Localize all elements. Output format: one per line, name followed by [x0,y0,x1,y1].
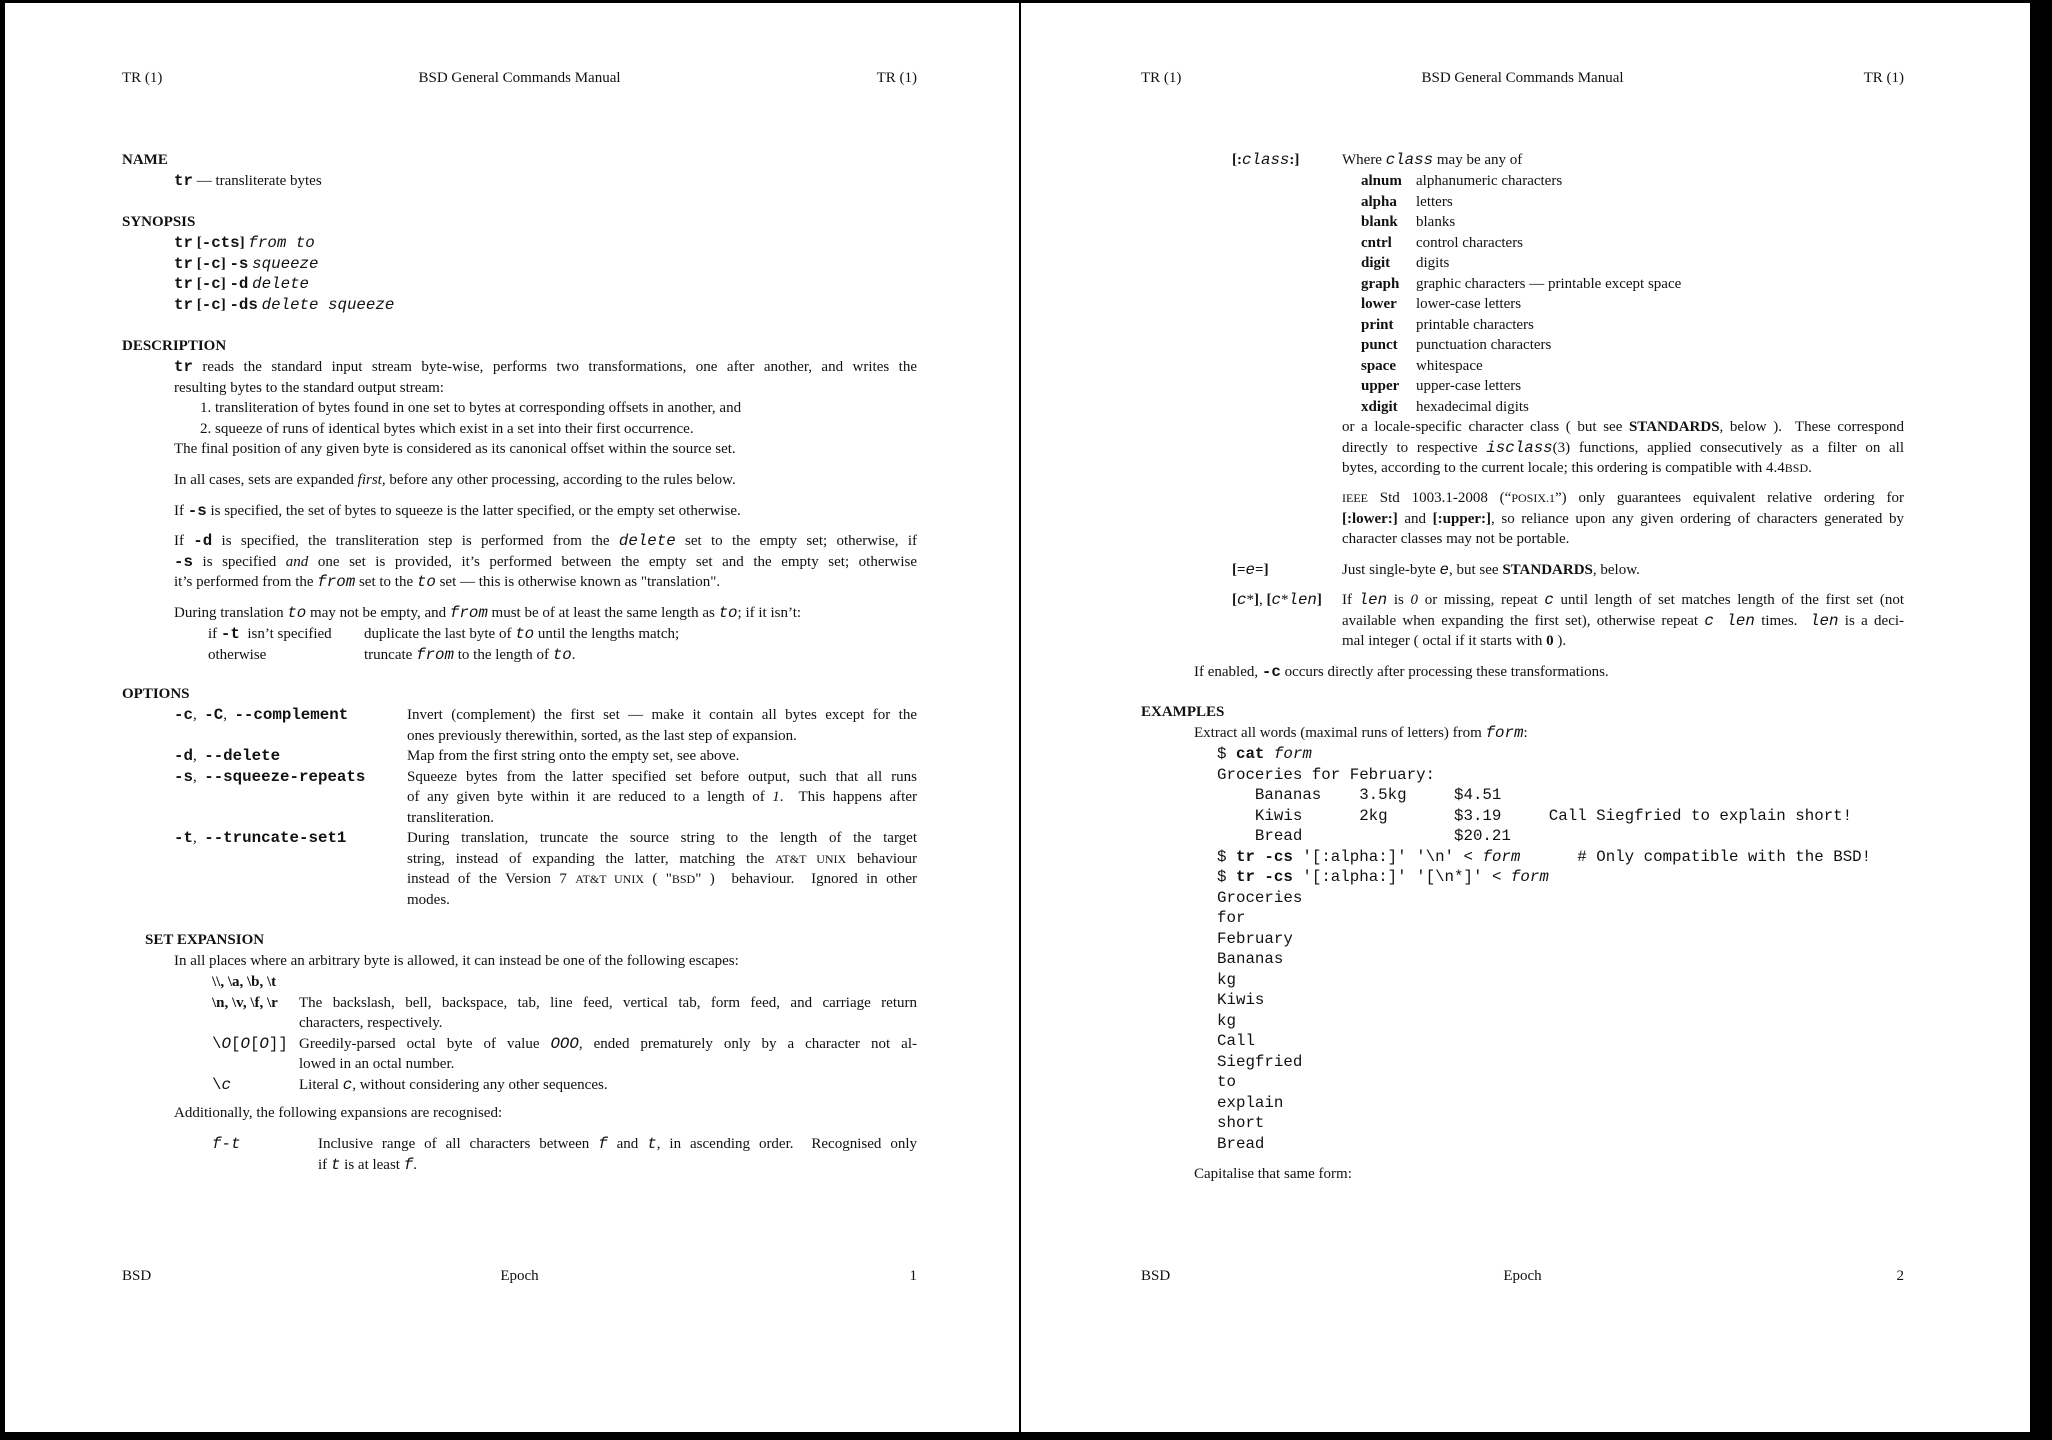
class-name: xdigit [1361,398,1398,415]
case-condition: otherwise [208,646,267,663]
class-meaning: upper-case letters [1416,378,1522,394]
class-name: space [1361,357,1396,374]
manual-page-1 [5,3,1019,1432]
description-paragraph [174,439,917,460]
code-line: $ tr -cs '[:alpha:]' '[\n*]' < form [1217,868,1549,886]
class-name: cntrl [1361,234,1392,251]
manual-page-2 [1021,3,2030,1432]
text-line: Additionally, the following expansions are recognised: [174,1105,503,1121]
code-line: Bread $20.21 [1217,827,1511,845]
class-escape-row [1232,150,1904,171]
class-name: digit [1361,255,1391,271]
subsection-heading-set-expansion: SET EXPANSION [145,932,265,948]
text-line: Squeeze bytes from the latter specified set before output, such that all runs [407,768,917,785]
class-name: alpha [1361,193,1397,210]
description-paragraph [174,531,917,593]
case-action: truncate from to the length of to. [364,645,576,664]
text-line: Invert (complement) the first set — make it contain all bytes except for the [407,707,917,723]
option-description [407,705,917,746]
header-left: TR (1) [122,70,163,86]
footer-os: BSD [1141,1268,1171,1284]
code-line: $ cat form [1217,745,1312,763]
text-line: Literal c, without considering any other sequences. [299,1075,608,1094]
repeat-row [1232,590,1904,652]
text-line: If len is 0 or missing, repeat c until length of set matches length of the first set (not [1342,591,1904,609]
class-row [1361,376,1904,397]
class-name: lower [1361,296,1397,312]
escape-tag: \\, \a, \b, \t [212,974,277,990]
description-paragraph [174,470,917,491]
text-line: In all places where an arbitrary byte is allowed, it can instead be one of the following escapes: [174,953,739,969]
class-row [1361,356,1904,377]
section-heading-name: NAME [122,152,168,168]
text-line: In all cases, sets are expanded first, before any other processing, according to the rules below. [174,472,736,488]
footer-page-number: 2 [1896,1268,1904,1284]
class-row [1361,171,1904,192]
case-condition: if -t isn’t specified [208,625,332,643]
class-name: print [1361,316,1394,333]
list-item: 2. squeeze of runs of identical bytes which exist in a set into their first occurrence. [200,420,694,437]
list-item: 1. transliteration of bytes found in one set to bytes at corresponding offsets in another, and [200,400,742,416]
class-row [1361,274,1904,295]
text-line: lowed in an octal number. [299,1056,455,1072]
text-line: tr — transliterate bytes [174,172,322,190]
class-name: alnum [1361,173,1402,189]
equivalence-row [1232,560,1904,581]
class-name: graph [1361,275,1400,292]
text-line: Just single-byte e, but see STANDARDS, below. [1342,561,1640,579]
escape-row [212,993,917,1034]
code-line: Kiwis 2kg $3.19 Call Siegfried to explain short! [1217,806,1853,825]
class-meaning: blanks [1416,214,1456,230]
range-row [212,1134,917,1175]
code-line: short [1217,1114,1265,1132]
text-line: Inclusive range of all characters between f and t, in ascending order. Recognised only [318,1135,917,1153]
class-row [1361,315,1904,336]
text-line: character classes may not be portable. [1342,531,1570,547]
section-heading-options: OPTIONS [122,686,190,702]
class-row [1361,253,1904,274]
text-line: If enabled, -c occurs directly after processing these transformations. [1194,663,1609,681]
escape-row [212,1075,917,1096]
class-meaning: lower-case letters [1416,296,1522,312]
text-line: instead of the Version 7 AT&T UNIX ( "BSD" ) behaviour. Ignored in other [407,871,917,887]
class-meaning: punctuation characters [1416,337,1552,353]
option-tag: -t, --truncate-set1 [174,829,347,847]
text-line: available when expanding the first set), otherwise repeat c len times. len is a deci- [1342,611,1905,630]
text-line: During translation to may not be empty, and from must be of at least the same length as to; if it isn’t: [174,604,802,622]
class-name: punct [1361,337,1398,353]
text-line: If -d is specified, the transliteration step is performed from the delete set to the empty set; otherwise, if [174,532,917,550]
code-line: explain [1217,1093,1284,1112]
header-left: TR (1) [1141,70,1182,86]
text-line: ones previously therewithin, sorted, as the last step of expansion. [407,727,797,744]
header-right: TR (1) [876,70,917,86]
option-row [174,767,917,829]
page-footer [122,1266,917,1287]
class-row [1361,397,1904,418]
text-line: characters, respectively. [299,1015,443,1031]
footer-os: BSD [122,1268,152,1284]
option-description [407,767,917,829]
text-line: string, instead of expanding the latter, matching the AT&T UNIX behaviour [407,850,917,867]
range-description [318,1134,917,1175]
escape-description [299,1034,917,1075]
description-paragraph [174,603,917,624]
name-body [174,171,917,192]
text-line: Capitalise that same form: [1194,1166,1352,1182]
option-tag: -d, --delete [174,747,281,765]
set-expansion-intro [174,951,917,972]
class-meaning: whitespace [1416,357,1483,374]
section-heading-description: DESCRIPTION [122,338,227,354]
text-line: If -s is specified, the set of bytes to squeeze is the latter specified, or the empty set otherwise. [174,502,741,520]
footer-date: Epoch [500,1268,539,1284]
code-line: Siegfried [1217,1052,1303,1071]
code-line: Groceries [1217,888,1303,907]
text-line: Map from the first string onto the empty set, see above. [407,748,740,764]
case-action: duplicate the last byte of to until the lengths match; [364,625,680,643]
synopsis-line: tr [-cts] from to [174,234,315,252]
class-row [1361,335,1904,356]
class-continuation-paragraph [1342,417,1904,479]
numbered-list [200,398,917,439]
repeat-description [1342,590,1904,652]
class-meaning: letters [1416,193,1453,210]
text-line: The backslash, bell, backspace, tab, line feed, vertical tab, form feed, and carriage return [299,994,917,1011]
code-line: Bananas 3.5kg $4.51 [1217,786,1502,804]
text-line: tr reads the standard input stream byte-wise, performs two transformations, one after another, and writes the [174,358,917,376]
text-line: if t is at least f. [318,1155,417,1174]
escape-tag: \c [212,1075,231,1094]
repeat-tag: [c*], [c*len] [1232,591,1322,609]
text-line: mal integer ( octal if it starts with 0 ). [1342,633,1567,649]
escape-tag: \n, \v, \f, \r [212,994,278,1011]
class-name: blank [1361,214,1398,230]
code-line: to [1217,1073,1236,1091]
option-tag: -s, --squeeze-repeats [174,767,366,786]
table-row [208,645,917,666]
class-row [1361,212,1904,233]
escape-description [299,993,917,1034]
code-line: Bananas [1217,950,1284,968]
code-line: Kiwis [1217,991,1265,1009]
class-meaning: graphic characters — printable except space [1416,275,1682,292]
option-description [407,746,917,767]
section-heading-examples: EXAMPLES [1141,704,1225,720]
synopsis-line: tr [-c] -s squeeze [174,254,319,273]
code-line: $ tr -cs '[:alpha:]' '\n' < form # Only compatible with the BSD! [1217,847,1872,866]
code-line: Groceries for February: [1217,765,1436,784]
synopsis-line: tr [-c] -ds delete squeeze [174,295,395,314]
options-list [174,705,917,910]
page-header [1141,68,1904,89]
option-tag: -c, -C, --complement [174,706,349,724]
escape-description [299,1075,917,1096]
code-line: Bread [1217,1134,1265,1153]
page-header [122,68,917,89]
code-line: kg [1217,1011,1236,1030]
text-line: Extract all words (maximal runs of letters) from form: [1194,724,1528,742]
header-center: BSD General Commands Manual [1421,70,1624,86]
text-line: The final position of any given byte is considered as its canonical offset within the source set. [174,441,736,457]
text-line: modes. [407,891,450,908]
text-line: transliteration. [407,809,495,826]
option-row [174,746,917,767]
equivalence-tag: [=e=] [1232,561,1269,579]
if-enabled-paragraph [1194,662,1904,683]
capitalise-paragraph [1194,1164,1904,1185]
class-row [1361,294,1904,315]
page-footer [1141,1266,1904,1287]
footer-date: Epoch [1503,1268,1542,1284]
text-line: During translation, truncate the source string to the length of the target [407,830,917,846]
class-meaning: alphanumeric characters [1416,173,1563,189]
class-tag: [:class:] [1232,151,1300,169]
header-right: TR (1) [1863,70,1904,86]
class-meaning: control characters [1416,234,1524,251]
text-line: Where class may be any of [1342,151,1523,169]
class-description [1342,150,1904,171]
text-line: resulting bytes to the standard output stream: [174,379,444,396]
text-line: [:lower:] and [:upper:], so reliance upon any given ordering of characters generated by [1342,510,1904,527]
text-line: it’s performed from the from set to the to set — this is otherwise known as "translation". [174,573,721,591]
table-row [208,624,917,645]
escape-list [212,972,917,1095]
example-code-block [1217,744,1904,1154]
examples-intro [1194,723,1904,744]
code-line: February [1217,929,1293,948]
posix-paragraph [1342,488,1904,550]
synopsis-line: tr [-c] -d delete [174,275,310,293]
description-paragraph [174,501,917,522]
option-description [407,828,917,910]
text-line: directly to respective isclass(3) functions, applied consecutively as a filter on all [1342,438,1905,457]
class-meaning: hexadecimal digits [1416,398,1529,415]
class-row [1361,233,1904,254]
text-line: of any given byte within it are reduced to a length of 1. This happens after [407,789,917,805]
header-center: BSD General Commands Manual [418,70,621,86]
class-name: upper [1361,378,1400,394]
text-line: -s is specified and one set is provided, it’s performed between the empty set and the empty set; otherwise [174,552,917,571]
escape-row [212,972,917,993]
escape-tag: \O[O[O]] [212,1034,288,1053]
option-row [174,705,917,746]
range-expansion-list [212,1134,917,1175]
code-line: kg [1217,970,1236,989]
additionally-paragraph [174,1103,917,1124]
text-line: or a locale-specific character class ( but see STANDARDS, below ). These correspond [1342,419,1904,435]
escape-row [212,1034,917,1075]
translation-cases-table [208,624,917,665]
text-line: bytes, according to the current locale; this ordering is compatible with 4.4BSD. [1342,460,1812,476]
equivalence-description [1342,560,1904,581]
class-table [1361,171,1904,417]
footer-page-number: 1 [909,1268,917,1284]
text-line: Greedily-parsed octal byte of value OOO, ended prematurely only by a character not al- [299,1034,917,1053]
class-meaning: printable characters [1416,316,1534,333]
description-paragraph [174,357,917,398]
text-line: IEEE Std 1003.1-2008 (“POSIX.1”) only guarantees equivalent relative ordering for [1342,490,1904,506]
range-tag: f-t [212,1135,241,1153]
synopsis-body [174,233,917,315]
code-line: for [1217,909,1246,927]
code-line: Call [1217,1032,1255,1050]
option-row [174,828,917,910]
section-heading-synopsis: SYNOPSIS [122,214,196,230]
class-meaning: digits [1416,255,1450,271]
class-row [1361,192,1904,213]
